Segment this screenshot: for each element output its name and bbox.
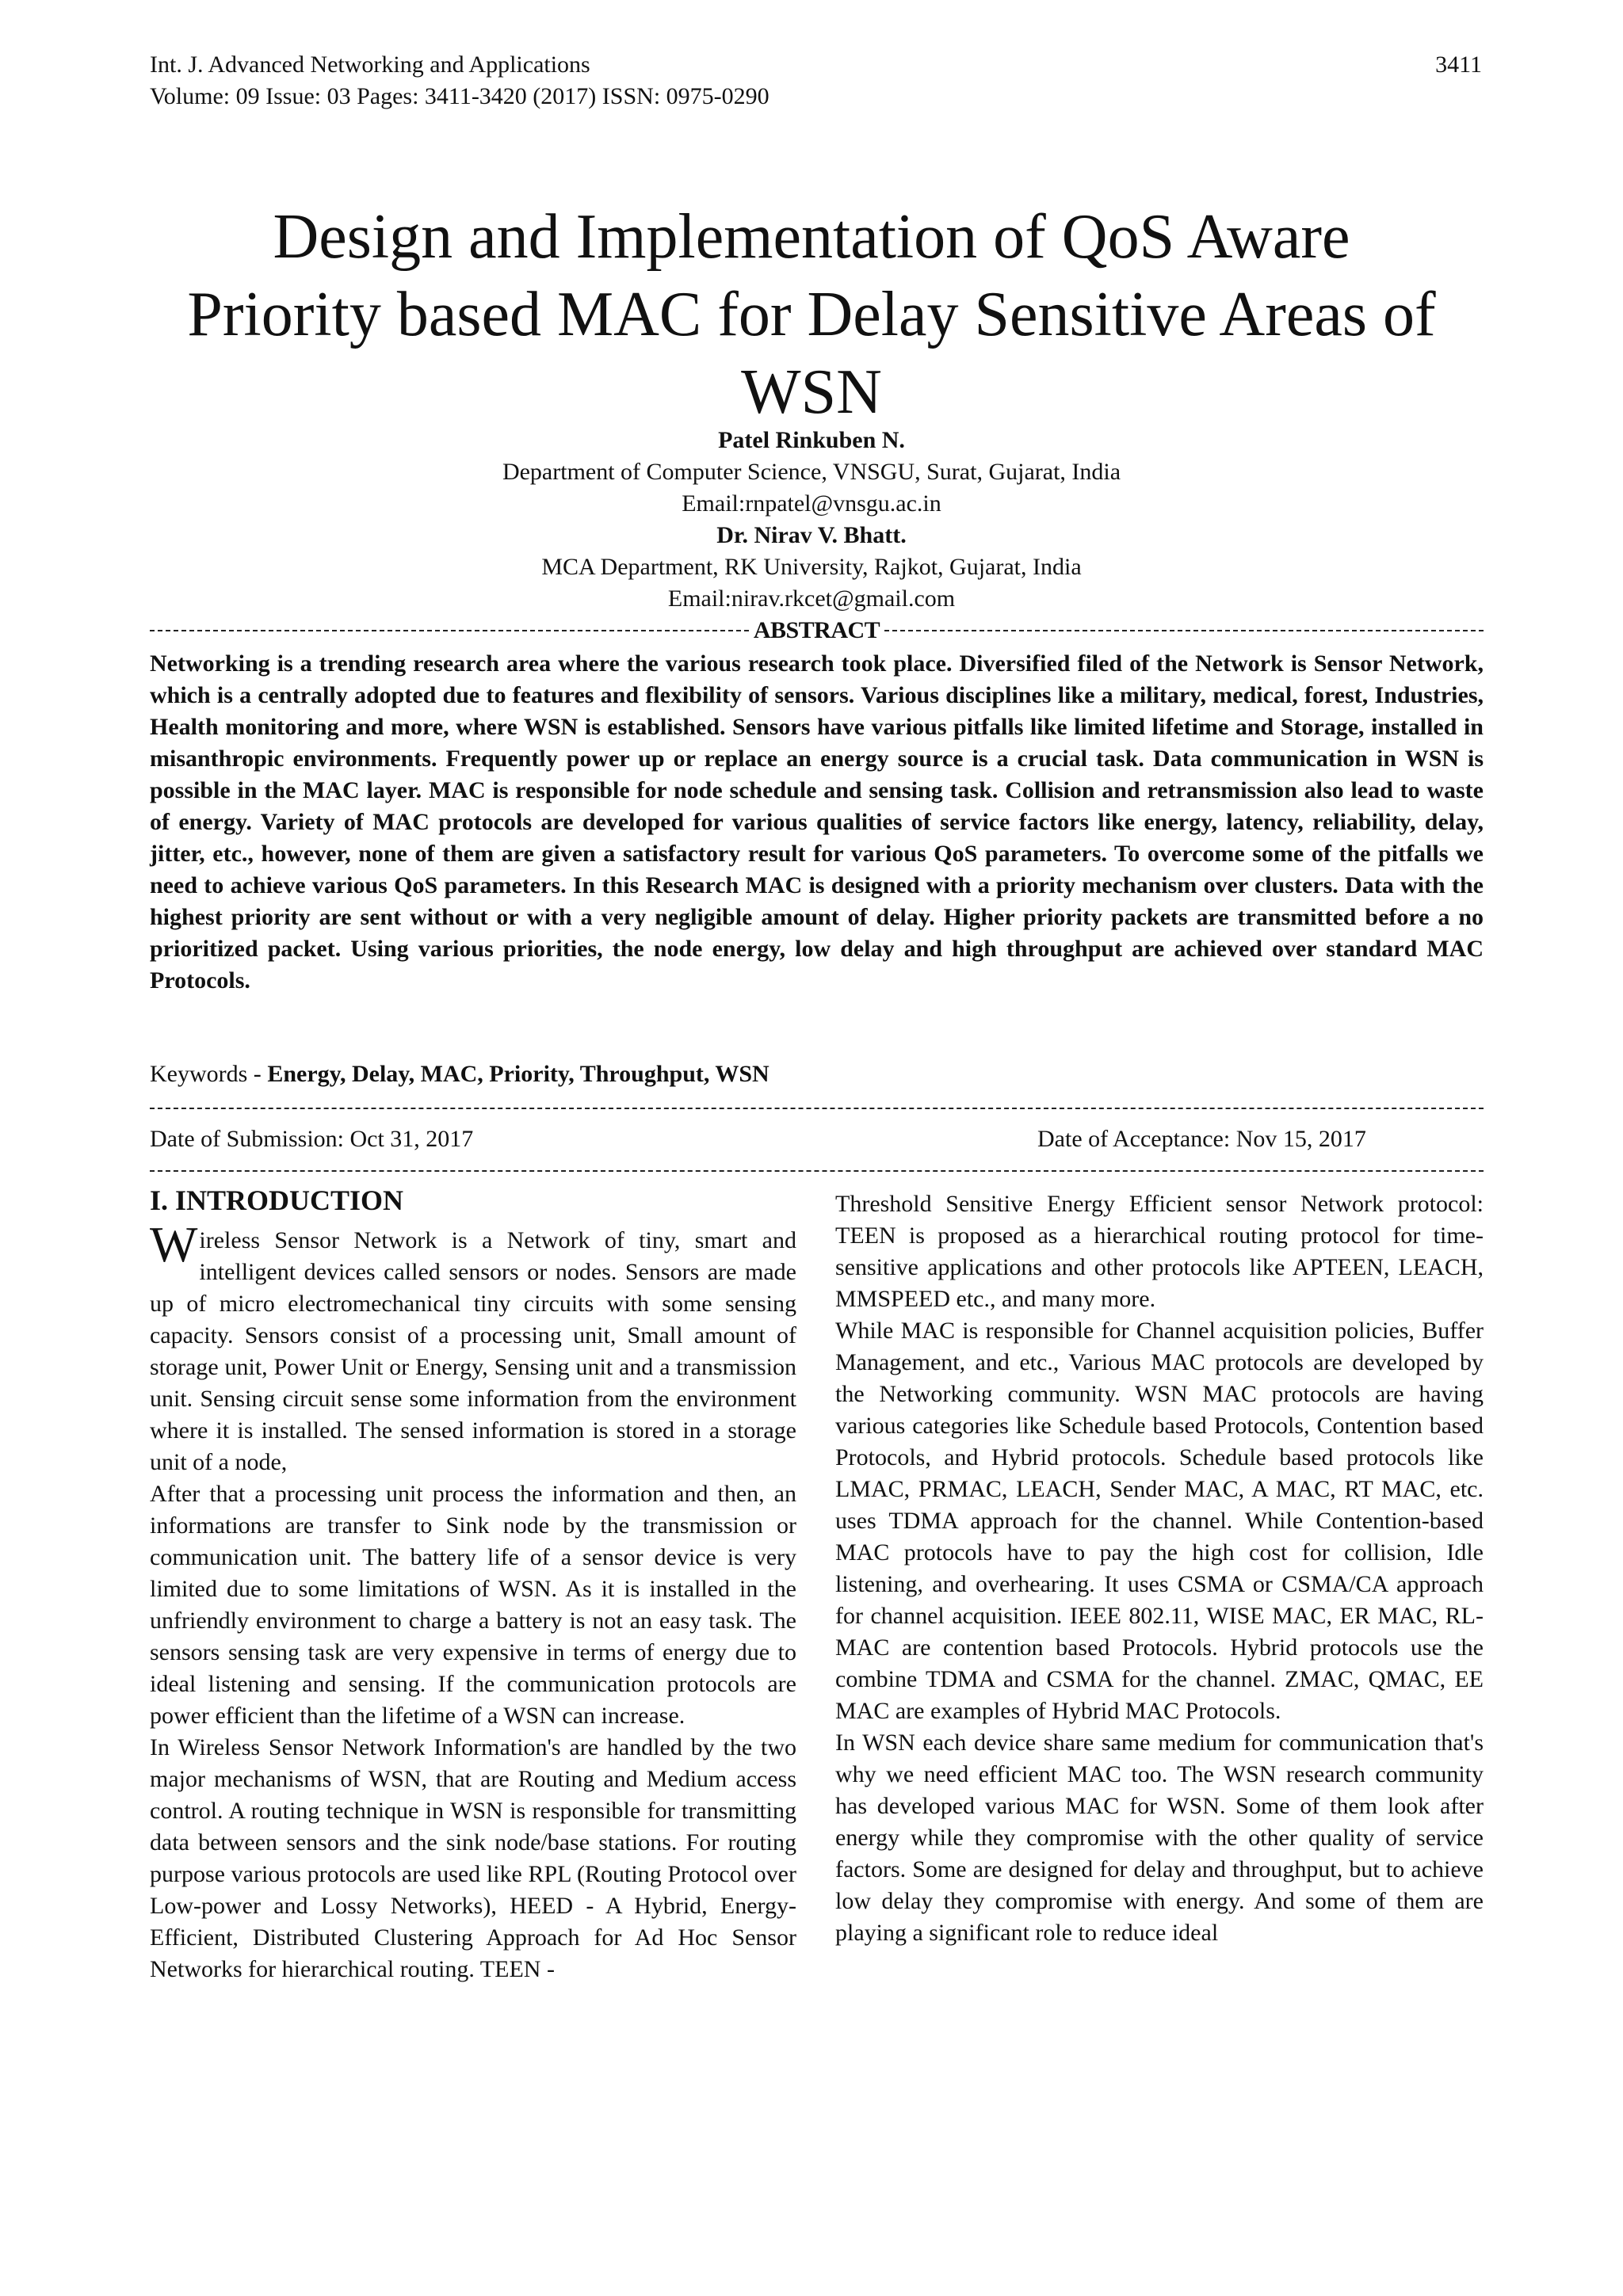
left-column [150, 1180, 796, 1985]
title-line-2: Priority based MAC for Delay Sensitive Areas of [187, 280, 1436, 349]
intro-paragraph-3: In Wireless Sensor Network Information's are handled by the two major mechanisms of WSN, that are Routing and Medium access control. A routing technique in WSN is responsible for transmitting data between sensors and the sink node/base stations. For routing purpose various protocols are used like RPL (Routing Protocol over Low-power and Lossy Networks), HEED - A Hybrid, Energy-Efficient, Distributed Clustering Approach for Ad Hoc Sensor Networks for hierarchical routing. TEEN - [150, 1734, 796, 1982]
intro-paragraph-5: While MAC is responsible for Channel acquisition policies, Buffer Management, and etc., Various MAC protocols are developed by the Networking community. WSN MAC protocols are having various categories like Schedule based Protocols, Contention based Protocols, and Hybrid protocols. Schedule based protocols like LMAC, PRMAC, LEACH, Sender MAC, A MAC, RT MAC, etc. uses TDMA approach for the channel. While Contention-based MAC protocols have to pay the high cost for collision, Idle listening, and overhearing. It uses CSMA or CSMA/CA approach for channel acquisition. IEEE 802.11, WISE MAC, ER MAC, RL-MAC are contention based Protocols. Hybrid protocols use the combine TDMA and CSMA for the channel. ZMAC, QMAC, EE MAC are examples of Hybrid MAC Protocols. [835, 1318, 1484, 1724]
author-2-email: Email:nirav.rkcet@gmail.com [667, 585, 956, 612]
keywords-label: Keywords - [150, 1061, 268, 1087]
paper-title [119, 198, 1504, 431]
keywords-values: Energy, Delay, MAC, Priority, Throughput, WSN [267, 1061, 769, 1087]
journal-volume: Volume: 09 Issue: 03 Pages: 3411-3420 (2017) ISSN: 0975-0290 [150, 83, 769, 109]
intro-paragraph-1-text: ireless Sensor Network is a Network of tiny, smart and intelligent devices called sensors or nodes. Sensors are made up of micro electromechanical tiny circuits with some sensing capacity. Sensors consist of a processing unit, Small amount of storage unit, Power Unit or Energy, Sensing unit and a transmission unit. Sensing circuit sense some information from the environment where it is installed. The sensed information is stored in a storage unit of a node, [150, 1227, 796, 1475]
abstract-rule [150, 615, 1484, 646]
abstract-label: ABSTRACT [753, 617, 880, 643]
intro-paragraph-6: In WSN each device share same medium for communication that's why we need efficient MAC too. The WSN research community has developed various MAC for WSN. Some of them look after energy while they compromise with the other quality of service factors. Some are designed for delay and throughput, but to achieve low delay they compromise with energy. And some of them are playing a significant role to reduce ideal [835, 1730, 1484, 1946]
title-line-3: WSN [741, 357, 882, 427]
journal-name: Int. J. Advanced Networking and Applications [150, 51, 590, 78]
intro-paragraph-2: After that a processing unit process the information and then, an informations are transfer to Sink node by the transmission or communication unit. The battery life of a sensor device is very limited due to some limitations of WSN. As it is installed in the unfriendly environment to charge a battery is not an easy task. The sensors sensing task are very expensive in terms of energy due to ideal listening and sensing. If the communication protocols are power efficient than the lifetime of a WSN can increase. [150, 1481, 796, 1729]
author-1-email: Email:rnpatel@vnsgu.ac.in [682, 490, 941, 517]
drop-cap: W [150, 1216, 198, 1272]
dates-line [150, 1123, 1484, 1155]
dashed-divider-left [150, 630, 749, 631]
dashed-divider [150, 1108, 1484, 1109]
abstract-text: Networking is a trending research area where the various research took place. Diversified filed of the Network is Sensor Network, which is a centrally adopted due to features and flexibility of sensors. Various disciplines like a military, medical, forest, Industries, Health monitoring and more, where WSN is established. Sensors have various pitfalls like limited lifetime and Storage, installed in misanthropic environments. Frequently power up or replace an energy source is a crucial task. Data communication in WSN is possible in the MAC layer. MAC is responsible for node schedule and sensing task. Collision and retransmission also lead to waste of energy. Variety of MAC protocols are developed for various qualities of service factors like energy, latency, reliability, delay, jitter, etc., however, none of them are given a satisfactory result for various QoS parameters. To overcome some of the pitfalls we need to achieve various QoS parameters. In this Research MAC is designed with a priority mechanism over clusters. Data with the highest priority are sent without or with a very negligible amount of delay. Higher priority packets are transmitted before a no prioritized packet. Using various priorities, the node energy, low delay and high throughput are achieved over standard MAC Protocols. [150, 650, 1484, 994]
submission-date: Date of Submission: Oct 31, 2017 [150, 1126, 474, 1152]
intro-paragraph-1 [150, 1216, 796, 1478]
keywords-line [150, 1058, 769, 1090]
intro-paragraph-4: Threshold Sensitive Energy Efficient sensor Network protocol: TEEN is proposed as a hierarchical routing protocol for time-sensitive applications and other protocols like APTEEN, LEACH, MMSPEED etc., and many more. [835, 1191, 1484, 1312]
author-2-name: Dr. Nirav V. Bhatt. [716, 522, 907, 548]
title-line-1: Design and Implementation of QoS Aware [273, 202, 1350, 272]
author-1-name: Patel Rinkuben N. [718, 427, 905, 453]
author-2-affiliation: MCA Department, RK University, Rajkot, Gujarat, India [541, 554, 1082, 580]
acceptance-date: Date of Acceptance: Nov 15, 2017 [1037, 1126, 1366, 1152]
page-number: 3411 [1435, 51, 1482, 78]
dashed-divider-right [884, 630, 1484, 631]
dashed-divider [150, 1170, 1484, 1172]
section-heading: I. INTRODUCTION [150, 1184, 404, 1216]
right-column [835, 1188, 1484, 1949]
author-block [119, 425, 1504, 615]
author-1-affiliation: Department of Computer Science, VNSGU, Surat, Gujarat, India [502, 459, 1121, 485]
